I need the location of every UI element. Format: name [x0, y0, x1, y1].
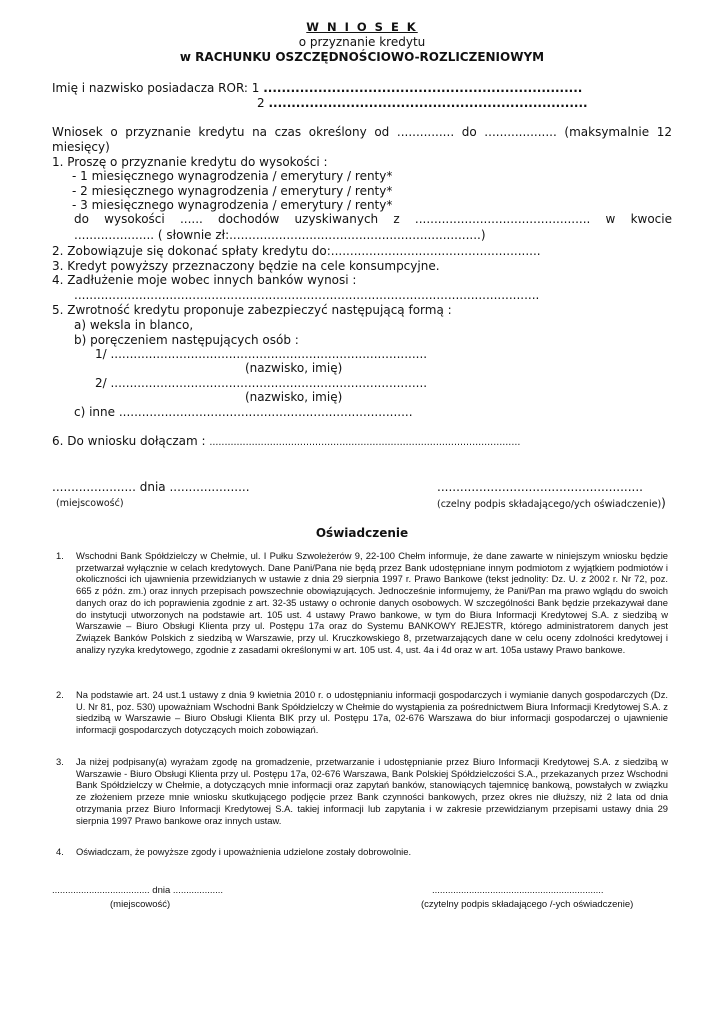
owner-num-2: 2: [257, 96, 269, 110]
declaration-item-4: [56, 846, 668, 858]
declaration-item-3-num: 3.: [56, 756, 64, 767]
sign1-signature-line[interactable]: ......................................................: [437, 480, 643, 494]
guarantor-2-field[interactable]: 2/ ...................................................................................: [95, 376, 428, 390]
item-6-field[interactable]: .......................................................................................................: [209, 437, 521, 448]
declaration-item-4-num: 4.: [56, 846, 64, 857]
owner-line-1: [52, 81, 582, 95]
item-6-label: 6. Do wniosku dołączam :: [52, 434, 210, 448]
period-line-2: miesięcy): [52, 140, 110, 154]
guarantor-2-label: (nazwisko, imię): [245, 390, 343, 404]
declaration-item-2-text: Na podstawie art. 24 ust.1 ustawy z dnia 9 kwietnia 2010 r. o udostępnianiu informacji gospodarczych i wymianie danych gospodarczych (Dz. U. Nr 81, poz. 530) upoważniam Wschodni Bank Spółdzielczy w Chełmie do wystąpienia za pośrednictwem Biura Informacji Kredytowej S.A. z siedzibą w Warszawie – Biuro Obsługi Klienta BIK przy ul. Postępu 17a, 02-676 Warszawa do biur informacji gospodarczej o ujawnienie informacji gospodarczych dotyczących moich zobowiązań.: [76, 689, 668, 736]
declaration-item-2-num: 2.: [56, 689, 64, 700]
sign2-place-date[interactable]: ..................................... dnia ...................: [52, 885, 224, 896]
item-1: 1. Proszę o przyznanie kredytu do wysokości :: [52, 155, 328, 169]
item-1-option-2: - 2 miesięcznego wynagrodzenia / emerytury / renty*: [72, 184, 393, 198]
sign1-signature-paren: ): [661, 496, 666, 510]
document-subtitle-bold: w RACHUNKU OSZCZĘDNOŚCIOWO-ROZLICZENIOWYM: [179, 50, 545, 64]
sign1-place-date[interactable]: ...................... dnia .....................: [52, 480, 250, 494]
owner-label: Imię i nazwisko posiadacza ROR: 1: [52, 81, 264, 95]
sign1-place-label: (miejscowość): [56, 498, 124, 509]
period-line-1: Wniosek o przyznanie kredytu na czas określony od ............... do ................... (maksymalnie 12: [52, 125, 672, 139]
item-4-field[interactable]: ..........................................................................................................................: [74, 288, 540, 302]
item-5-c: c) inne .............................................................................: [74, 405, 413, 419]
item-5: 5. Zwrotność kredytu proponuje zabezpieczyć następującą formą :: [52, 303, 452, 317]
declaration-item-4-text: Oświadczam, że powyższe zgody i upoważnienia udzielone zostały dobrowolnie.: [76, 846, 412, 857]
sign1-signature-label-text: (czelny podpis składającego/ych oświadczenie): [437, 499, 662, 510]
owner-field-2[interactable]: ......................................................................: [268, 96, 588, 110]
item-5-a: a) weksla in blanco,: [74, 318, 194, 332]
declaration-title: Oświadczenie: [315, 526, 409, 540]
guarantor-1-label: (nazwisko, imię): [245, 361, 343, 375]
item-3: 3. Kredyt powyższy przeznaczony będzie na cele konsumpcyjne.: [52, 259, 440, 273]
document-title: W N I O S E K: [306, 20, 418, 34]
guarantor-1-field[interactable]: 1/ ...................................................................................: [95, 347, 428, 361]
sign2-signature-label: (czytelny podpis składającego /-ych oświadczenie): [421, 899, 634, 910]
declaration-item-1-text: Wschodni Bank Spółdzielczy w Chełmie, ul. I Pułku Szwoleżerów 9, 22-100 Chełm informuje, że dane zawarte w niniejszym wniosku będzie przetwarzał wyłącznie w celach kredytowych. Dane Pani/Pana nie będą przez Bank udostępniane innym podmiotom z wyjątkiem podmiotów i okoliczności ich ujawnienia przewidzianych w ustawie z dnia 29 sierpnia 1997 r. Prawo Bankowe (tekst jednolity: Dz. U. z 2002 r. Nr 72, poz. 665 z późn. zm.) oraz innych przepisach powszechnie obowiązujących. Jednocześnie informujemy, że Pani/Pan ma prawo wglądu do swoich danych oraz do ich poprawienia zgodnie z art. 32-35 ustawy o ochronie danych osobowych. W szczególności Bank będzie przekazywał dane do instytucji utworzonych na podstawie art. 105 ust. 4 ustawy Prawo bankowe, w tym do Biura Informacji Kredytowej S.A. z siedzibą w Warszawie – Biuro Obsługi Klienta przy ul. Postępu 17a oraz do Systemu BANKOWY REJESTR, którego administratorem danych jest Związek Banków Polskich z siedzibą w Warszawie, przy ul. Kruczkowskiego 8, przetwarzających dane w celu oceny zdolności kredytowej i analizy ryzyka kredytowego, zgodnie z zasadami określonymi w art. 105 ust. 4, ust. 4a i 4d oraz w art. 105a ustawy Prawo bankowe.: [76, 550, 668, 655]
item-1-option-1: - 1 miesięcznego wynagrodzenia / emerytury / renty*: [72, 169, 393, 183]
declaration-item-1-num: 1.: [56, 550, 64, 561]
declaration-item-3: [56, 756, 668, 826]
declaration-item-2: [56, 689, 668, 736]
declaration-item-3-text: Ja niżej podpisany(a) wyrażam zgodę na gromadzenie, przetwarzanie i udostępnianie przez Biuro Informacji Kredytowej S.A. z siedzibą w Warszawie - Biuro Obsługi Klienta przy ul. Postępu 17a, 02-676 Warszawa, Bank Polskiej Spółdzielczości S.A., przekazanych przez Wschodni Bank Spółdzielczy w Chełmie, a dotyczących mnie informacji oraz zapytań banków, stanowiących tajemnicę bankową, powstałych w związku ze złożeniem przeze mnie wniosku skutkującego podjęcie przez Bank czynności bankowych, przez okres nie dłuższy, niż 2 lata od dnia otrzymania przez Biuro Informacji Kredytowej S.A. takiej informacji lub zapytania i w zakresie przewidzianym przepisami ustawy dnia 29 sierpnia 1997 Prawo bankowe oraz innych ustaw.: [76, 756, 668, 826]
owner-field-1[interactable]: ......................................................................: [263, 81, 583, 95]
item-2: 2. Zobowiązuje się dokonać spłaty kredytu do:.......................................................: [52, 244, 541, 258]
owner-line-2: [257, 96, 588, 110]
item-1-income-line: do wysokości ...... dochodów uzyskiwanych z .............................................. w kwocie: [74, 212, 672, 226]
item-1-words-line: ..................... ( słownie zł:..................................................................): [74, 228, 486, 242]
item-4: 4. Zadłużenie moje wobec innych banków wynosi :: [52, 273, 357, 287]
declaration-item-1: [56, 550, 668, 655]
item-6: [52, 434, 520, 450]
sign2-place-label: (miejscowość): [110, 899, 171, 910]
document-subtitle: o przyznanie kredytu: [298, 35, 426, 49]
sign1-signature-label: [437, 496, 666, 512]
item-5-b: b) poręczeniem następujących osób :: [74, 333, 299, 347]
item-1-option-3: - 3 miesięcznego wynagrodzenia / emerytury / renty*: [72, 198, 393, 212]
sign2-signature-line[interactable]: .................................................................: [432, 885, 604, 896]
